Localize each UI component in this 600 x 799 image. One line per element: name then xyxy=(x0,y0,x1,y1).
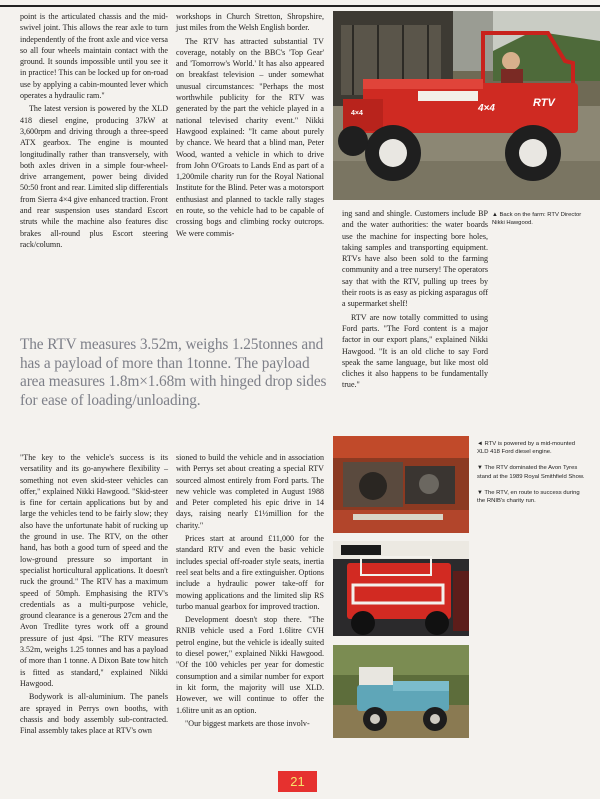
paragraph: "The key to the vehicle's success is its versatility and its go-anywhere flexibility – something not even skid-steer vehicles can offer," explained Nikki Hawgood. "Skid-steer is fine for certain applications but by and large the vehicles tend to be fairly slow; they also have the unfortunate habit of rucking up the ground in use. The RTV, on the other hand, has both a good turn of speed and the low-ground pressure so important in specialist horticultural applications. It doesn't ruck the ground." The RTV has a maximum speed of 50mph. Emphasising the RTV's credentials as a multi-purpose vehicle, ground clearance is a generous 27cm and the Avon Tredlite tyres work off a ground pressure of just 4psi. "The RTV measures 3.52m, weighs 1.25 tonnes and has a payload of more than 1 tonne. A Dixon Bate tow hitch is fitted as standard," explained Nikki Hawgood. xyxy=(20,453,168,688)
column-4 xyxy=(20,452,168,738)
farm-photo xyxy=(333,11,600,200)
paragraph: Development doesn't stop there. "The RNIB vehicle used a Ford 1.6litre CVH petrol engine, but the vehicle is ideally suited to diesel power," explained Nikki Hawgood. "Of the 100 vehicles per year for domestic consumption and a similar number for export in kit form, the majority will use XLD. However, we will continue to offer the 1.6litre unit as an option. xyxy=(176,615,324,715)
paragraph: The latest version is powered by the XLD 418 diesel engine, producing 37kW at 3,600rpm and driving through a three-speed ATX gearbox. The engine is mounted longitudinally rather than transversely, with both axles driven in a simple four-wheel-drive arrangement, power being divided 50:50 front and rear. Limited slip differentials from Sierra 4×4 give enhanced traction. Front and rear suspension uses standard Escort struts while the machine also features disc brakes all-round plus Escort steering rack/column. xyxy=(20,104,168,249)
paragraph: Prices start at around £11,000 for the standard RTV and even the basic vehicle includes special off-roader style seats, inertia reel seat belts and a fire extinguisher. Options include a hydraulic power take-off for mowing applications and the limited slip RS turbo manual gearbox for improved traction. xyxy=(176,534,324,611)
page-number: 21 xyxy=(278,771,317,792)
paragraph: workshops in Church Stretton, Shropshire, just miles from the Welsh English border. xyxy=(176,12,324,33)
paragraph: ing sand and shingle. Customers include BP and the water authorities: the water boards use the machine for inspecting bore holes, taking samples and transporting equipment. RTVs have also been sold to the farming community and a tree nursery! The operators say that with the RTV, pulling up trees by their roots is as easy as picking asparagus off a supermarket shelf! xyxy=(342,209,488,309)
paragraph: "Our biggest markets are those involv- xyxy=(185,718,310,728)
caption-engine: ◄ RTV is powered by a mid-mounted XLD 418 Ford diesel engine. xyxy=(477,441,576,456)
caption-farm xyxy=(492,211,592,235)
badge-4x4-side: 4×4 xyxy=(478,103,495,114)
caption-text: ▲ Back on the farm: RTV Director Nikki Hawgood. xyxy=(492,212,582,227)
show-photo xyxy=(333,541,469,636)
paragraph: Bodywork is all-aluminium. The panels are sprayed in Perrys own booths, with chassis and body assembly sub-contracted. Final assembly takes place at RTV's own xyxy=(20,692,168,736)
paragraph: RTV are now totally committed to using Ford parts. "The Ford content is a major factor in our export plans," explained Nikki Hawgood. "It is an old cliche to say Ford speak the same language, but like most old cliches it also happens to be fundamentally true." xyxy=(342,312,488,390)
caption-stack xyxy=(477,440,587,513)
column-1 xyxy=(20,11,168,252)
paragraph: The RTV has attracted substantial TV coverage, notably on the BBC's 'Top Gear' and 'Tomorrow's World.' It has also appeared on breakfast television – under somewhat unusual circumstances: "Perhaps the most worthwhile publicity for the RTV was generated by the part the vehicle played in a national televised charity event." Nikki Hawgood explained: "It came about purely by chance. We heard that a blind man, Peter Wood, wanted a vehicle in which to drive from John O'Groats to Lands End as part of a 1,200mile charity run for the Royal National Institute for the Blind. Peter was a motorsport enthusiast and planned to tackle rally stages en route, so the vehicle had to be capable of crossing bogs and climbing rocky outcrops. We were commis- xyxy=(176,36,324,238)
column-5 xyxy=(176,452,324,731)
top-rule xyxy=(0,5,600,7)
paragraph: point is the articulated chassis and the mid-swivel joint. This allows the rear axle to turn independently of the front axle and vice versa so all four wheels maintain contact with the ground. It sounds impossible until you see it in practice! This can be locked up for on-road use by applying a cabin-mounted lever which operates a hydraulic ram." xyxy=(20,12,168,101)
paragraph: sioned to build the vehicle and in association with Perrys set about creating a special RTV sourced almost entirely from Ford parts. The new vehicle was completed in August 1988 and Peter completed his epic drive in 14 days, raising nearly £1½million for the charity." xyxy=(176,453,324,530)
engine-photo xyxy=(333,436,469,533)
charity-run-photo xyxy=(333,645,469,738)
column-2 xyxy=(176,11,324,241)
badge-rtv: RTV xyxy=(533,97,555,109)
badge-4x4-rear: 4×4 xyxy=(351,110,363,117)
caption-route: ▼ The RTV, en route to success during the RNIB's charity run. xyxy=(477,489,580,505)
caption-show: ▼ The RTV dominated the Avon Tyres stand at the 1989 Royal Smithfield Show. xyxy=(477,465,585,480)
pull-quote: The RTV measures 3.52m, weighs 1.25tonnes and has a payload of more than 1tonne. The payload area measures 1.8m×1.68m with hinged drop sides for ease of loading/unloading. xyxy=(20,336,327,409)
column-3 xyxy=(342,208,488,393)
